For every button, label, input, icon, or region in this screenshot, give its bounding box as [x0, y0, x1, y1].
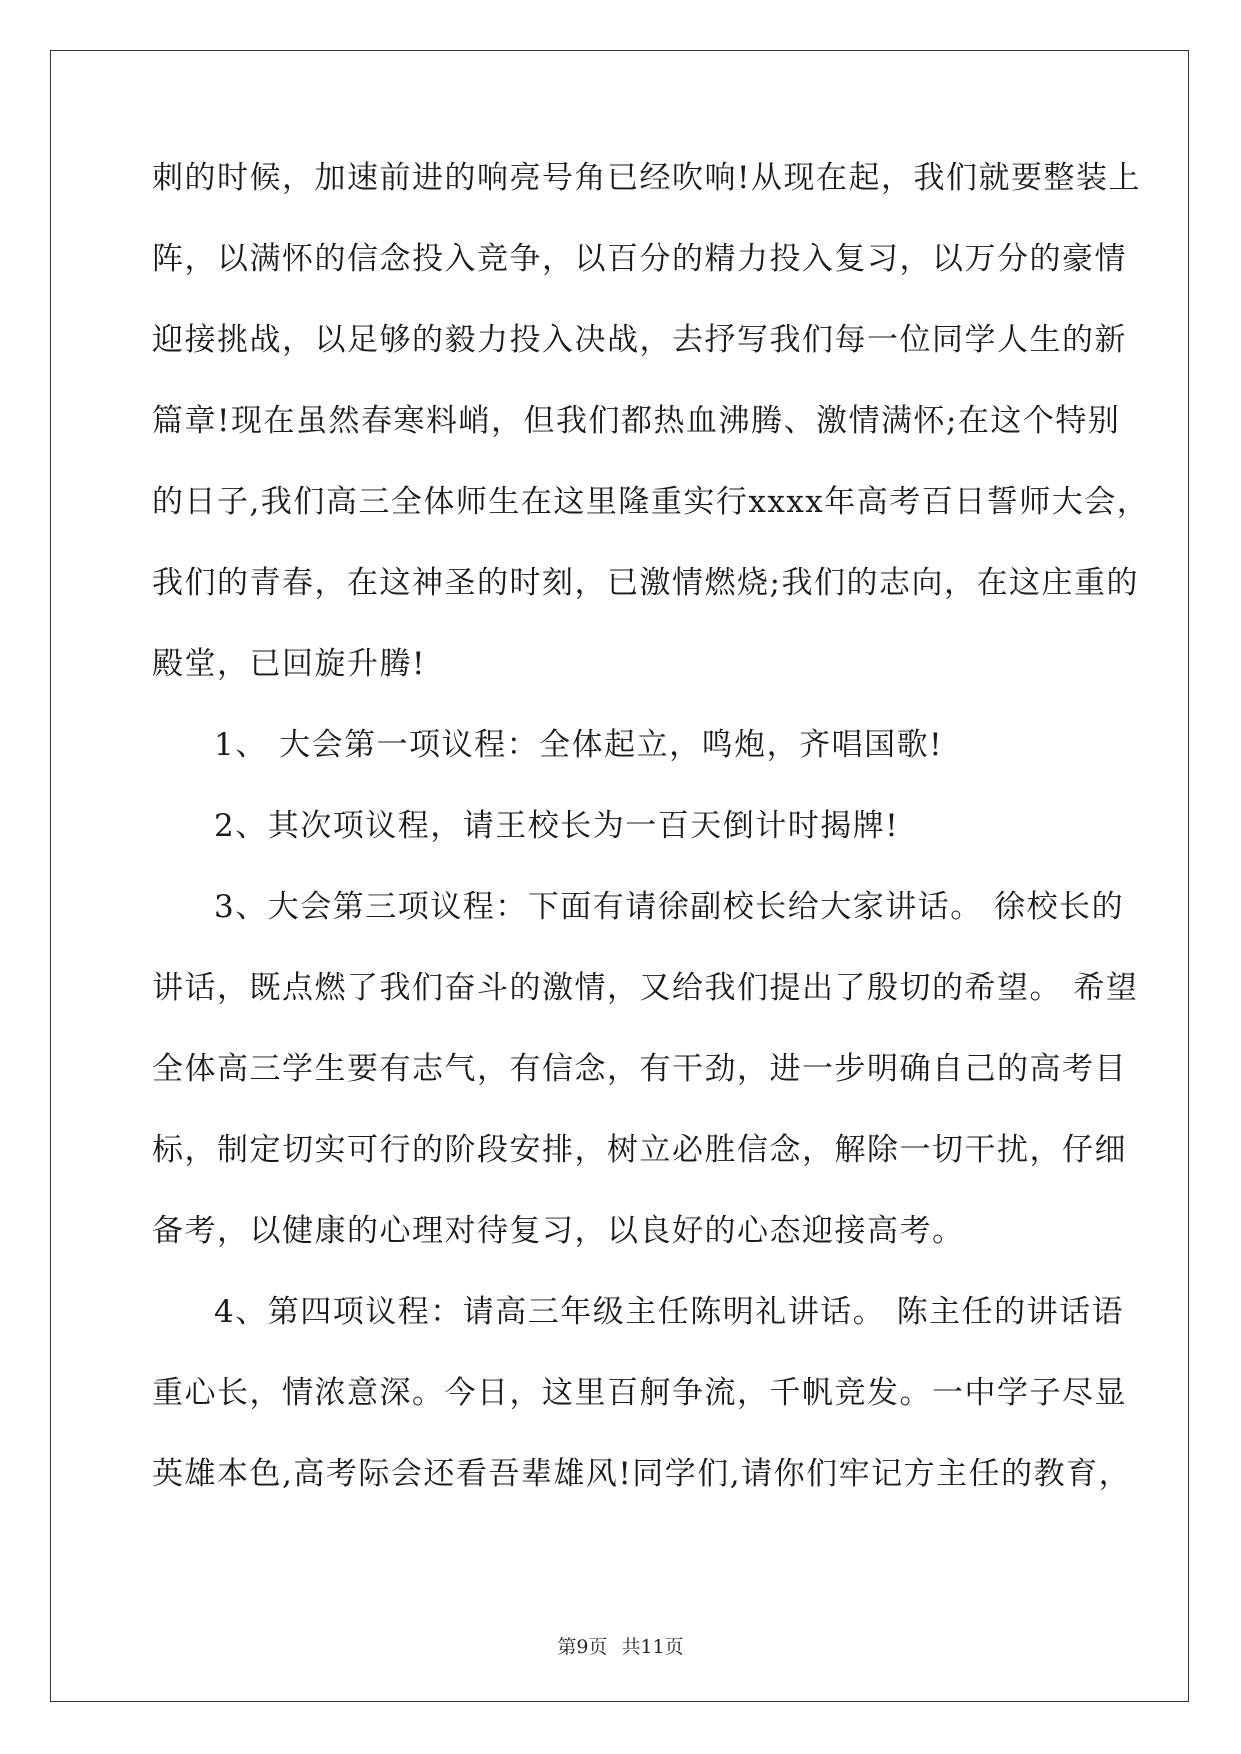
agenda-item-2: 2、其次项议程，请王校长为一百天倒计时揭牌! [214, 808, 900, 844]
text-line: 刺的时候，加速前进的响亮号角已经吹响!从现在起，我们就要整装上 [152, 160, 1141, 196]
text-line: 讲话，既点燃了我们奋斗的激情，又给我们提出了殷切的希望。 希望 [152, 970, 1139, 1006]
text-line: 重心长，情浓意深。今日，这里百舸争流，千帆竞发。一中学子尽显 [152, 1375, 1127, 1411]
text-line: 标，制定切实可行的阶段安排，树立必胜信念，解除一切干扰，仔细 [152, 1132, 1127, 1168]
page-number: 第9页 [557, 1636, 608, 1658]
text-line: 备考，以健康的心理对待复习，以良好的心态迎接高考。 [152, 1213, 965, 1249]
agenda-item-3: 3、大会第三项议程：下面有请徐副校长给大家讲话。 徐校长的 [214, 889, 1125, 925]
text-line: 全体高三学生要有志气，有信念，有干劲，进一步明确自己的高考目 [152, 1051, 1127, 1087]
text-line: 阵，以满怀的信念投入竞争，以百分的精力投入复习，以万分的豪情 [152, 241, 1127, 277]
text-line: 我们的青春，在这神圣的时刻，已激情燃烧;我们的志向，在这庄重的 [152, 565, 1139, 601]
text-line: 篇章!现在虽然春寒料峭，但我们都热血沸腾、激情满怀;在这个特别 [152, 403, 1121, 439]
text-line: 迎接挑战，以足够的毅力投入决战，去抒写我们每一位同学人生的新 [152, 322, 1127, 358]
page-footer [0, 1632, 1241, 1659]
agenda-item-4: 4、第四项议程：请高三年级主任陈明礼讲话。 陈主任的讲话语 [214, 1294, 1125, 1330]
text-line: 殿堂，已回旋升腾! [152, 646, 426, 682]
document-body [152, 160, 1150, 1537]
text-line: 的日子,我们高三全体师生在这里隆重实行xxxx年高考百日誓师大会， [152, 484, 1150, 520]
page-total: 共11页 [621, 1636, 684, 1658]
agenda-item-1: 1、 大会第一项议程：全体起立，鸣炮，齐唱国歌! [214, 727, 944, 763]
text-line: 英雄本色,高考际会还看吾辈雄风!同学们,请你们牢记方主任的教育， [152, 1456, 1132, 1492]
